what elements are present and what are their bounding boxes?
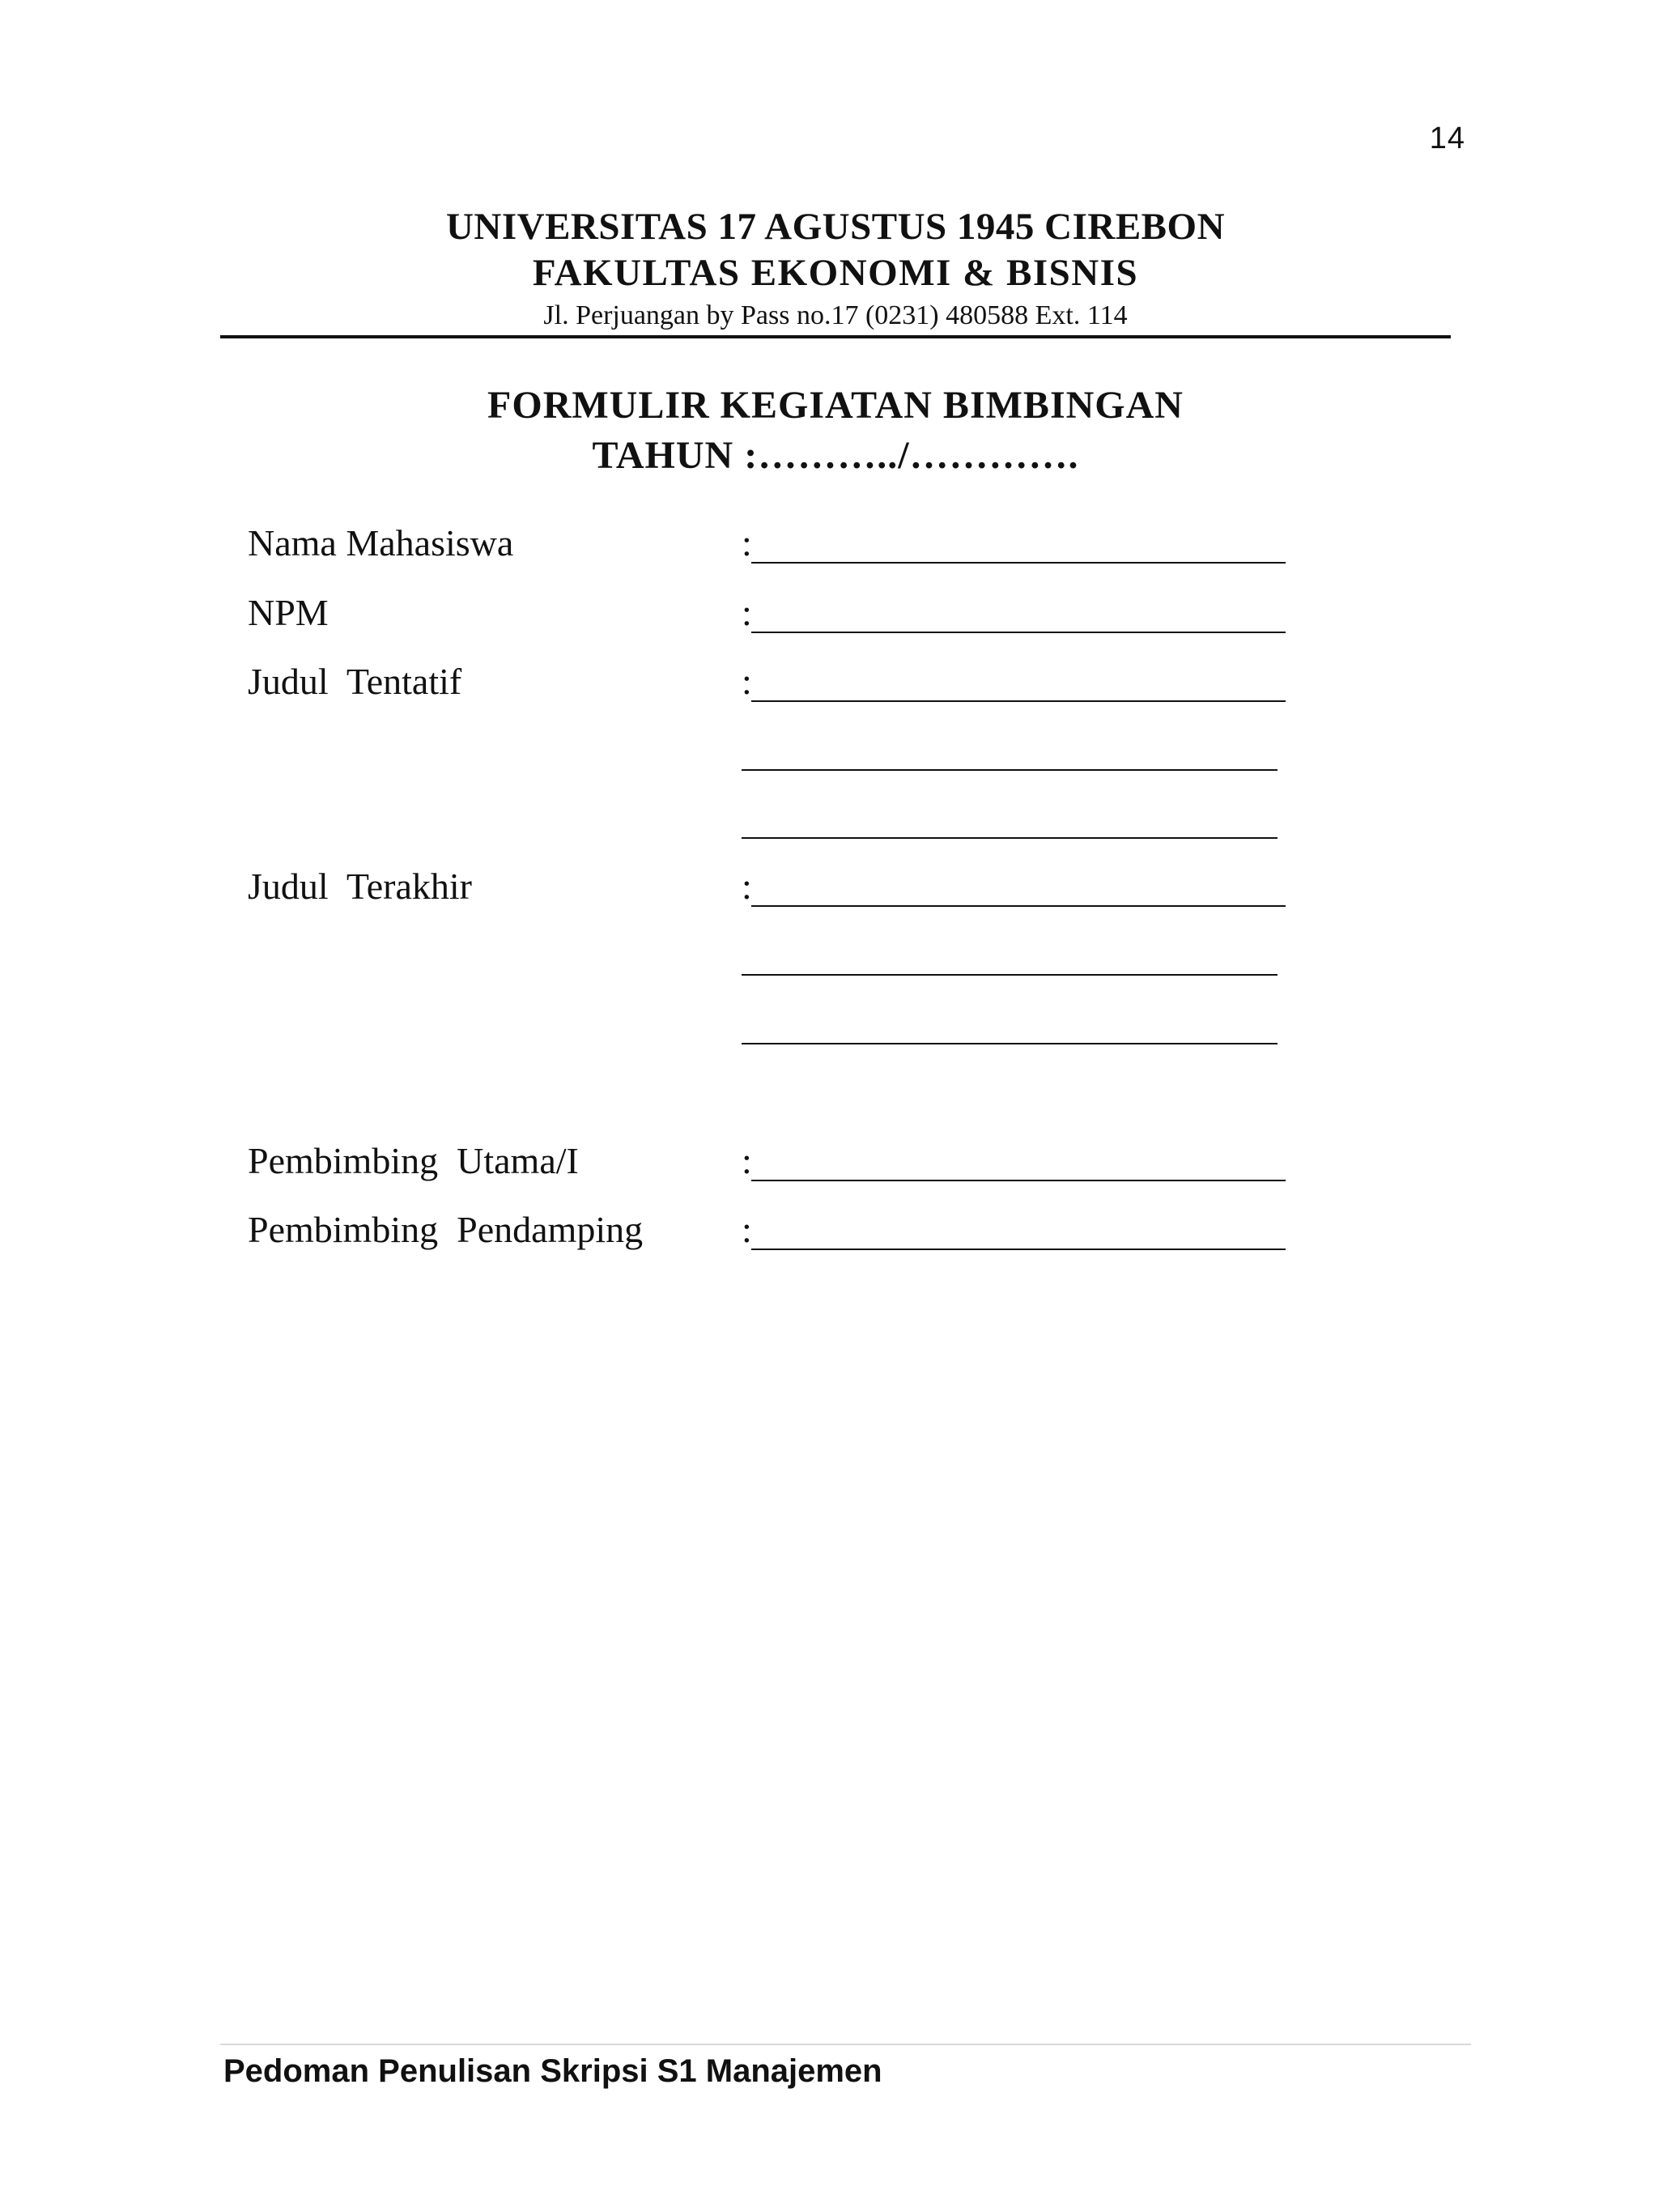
form-title: FORMULIR KEGIATAN BIMBINGAN bbox=[487, 384, 1184, 427]
colon: : bbox=[742, 661, 752, 702]
university-name: UNIVERSITAS 17 AGUSTUS 1945 CIREBON bbox=[445, 206, 1226, 248]
label-judul-terakhir: Judul Terakhir bbox=[248, 866, 472, 907]
pembimbing-utama-input-line[interactable] bbox=[751, 1180, 1286, 1181]
nama-mahasiswa-input-line[interactable] bbox=[751, 562, 1286, 564]
judul-tentatif-continuation-line[interactable] bbox=[742, 837, 1278, 839]
address-line: Jl. Perjuangan by Pass no.17 (0231) 480588 Ext. 114 bbox=[543, 300, 1128, 330]
colon: : bbox=[742, 592, 752, 633]
judul-terakhir-input-line[interactable] bbox=[751, 905, 1286, 907]
label-pembimbing-pendamping: Pembimbing Pendamping bbox=[248, 1209, 644, 1250]
judul-tentatif-input-line[interactable] bbox=[751, 700, 1286, 702]
footer-title: Pedoman Penulisan Skripsi S1 Manajemen bbox=[223, 2053, 882, 2089]
judul-terakhir-continuation-line[interactable] bbox=[742, 974, 1278, 976]
judul-tentatif-continuation-line[interactable] bbox=[742, 769, 1278, 771]
form-year-line: TAHUN :………../…………. bbox=[592, 434, 1079, 477]
judul-terakhir-continuation-line[interactable] bbox=[742, 1043, 1278, 1044]
letterhead bbox=[220, 204, 1451, 334]
letterhead-divider bbox=[220, 335, 1451, 338]
label-pembimbing-utama: Pembimbing Utama/I bbox=[248, 1140, 579, 1181]
label-judul-tentatif: Judul Tentatif bbox=[248, 661, 462, 702]
faculty-name: FAKULTAS EKONOMI & BISNIS bbox=[532, 252, 1139, 294]
footer-divider bbox=[220, 2044, 1471, 2045]
npm-input-line[interactable] bbox=[751, 632, 1286, 633]
label-npm: NPM bbox=[248, 592, 329, 633]
colon: : bbox=[742, 1209, 752, 1250]
colon: : bbox=[742, 1140, 752, 1181]
form-title-block bbox=[220, 381, 1451, 481]
colon: : bbox=[742, 866, 752, 907]
colon: : bbox=[742, 522, 752, 564]
page-number: 14 bbox=[1429, 121, 1465, 155]
label-nama-mahasiswa: Nama Mahasiswa bbox=[248, 522, 514, 564]
pembimbing-pendamping-input-line[interactable] bbox=[751, 1249, 1286, 1250]
